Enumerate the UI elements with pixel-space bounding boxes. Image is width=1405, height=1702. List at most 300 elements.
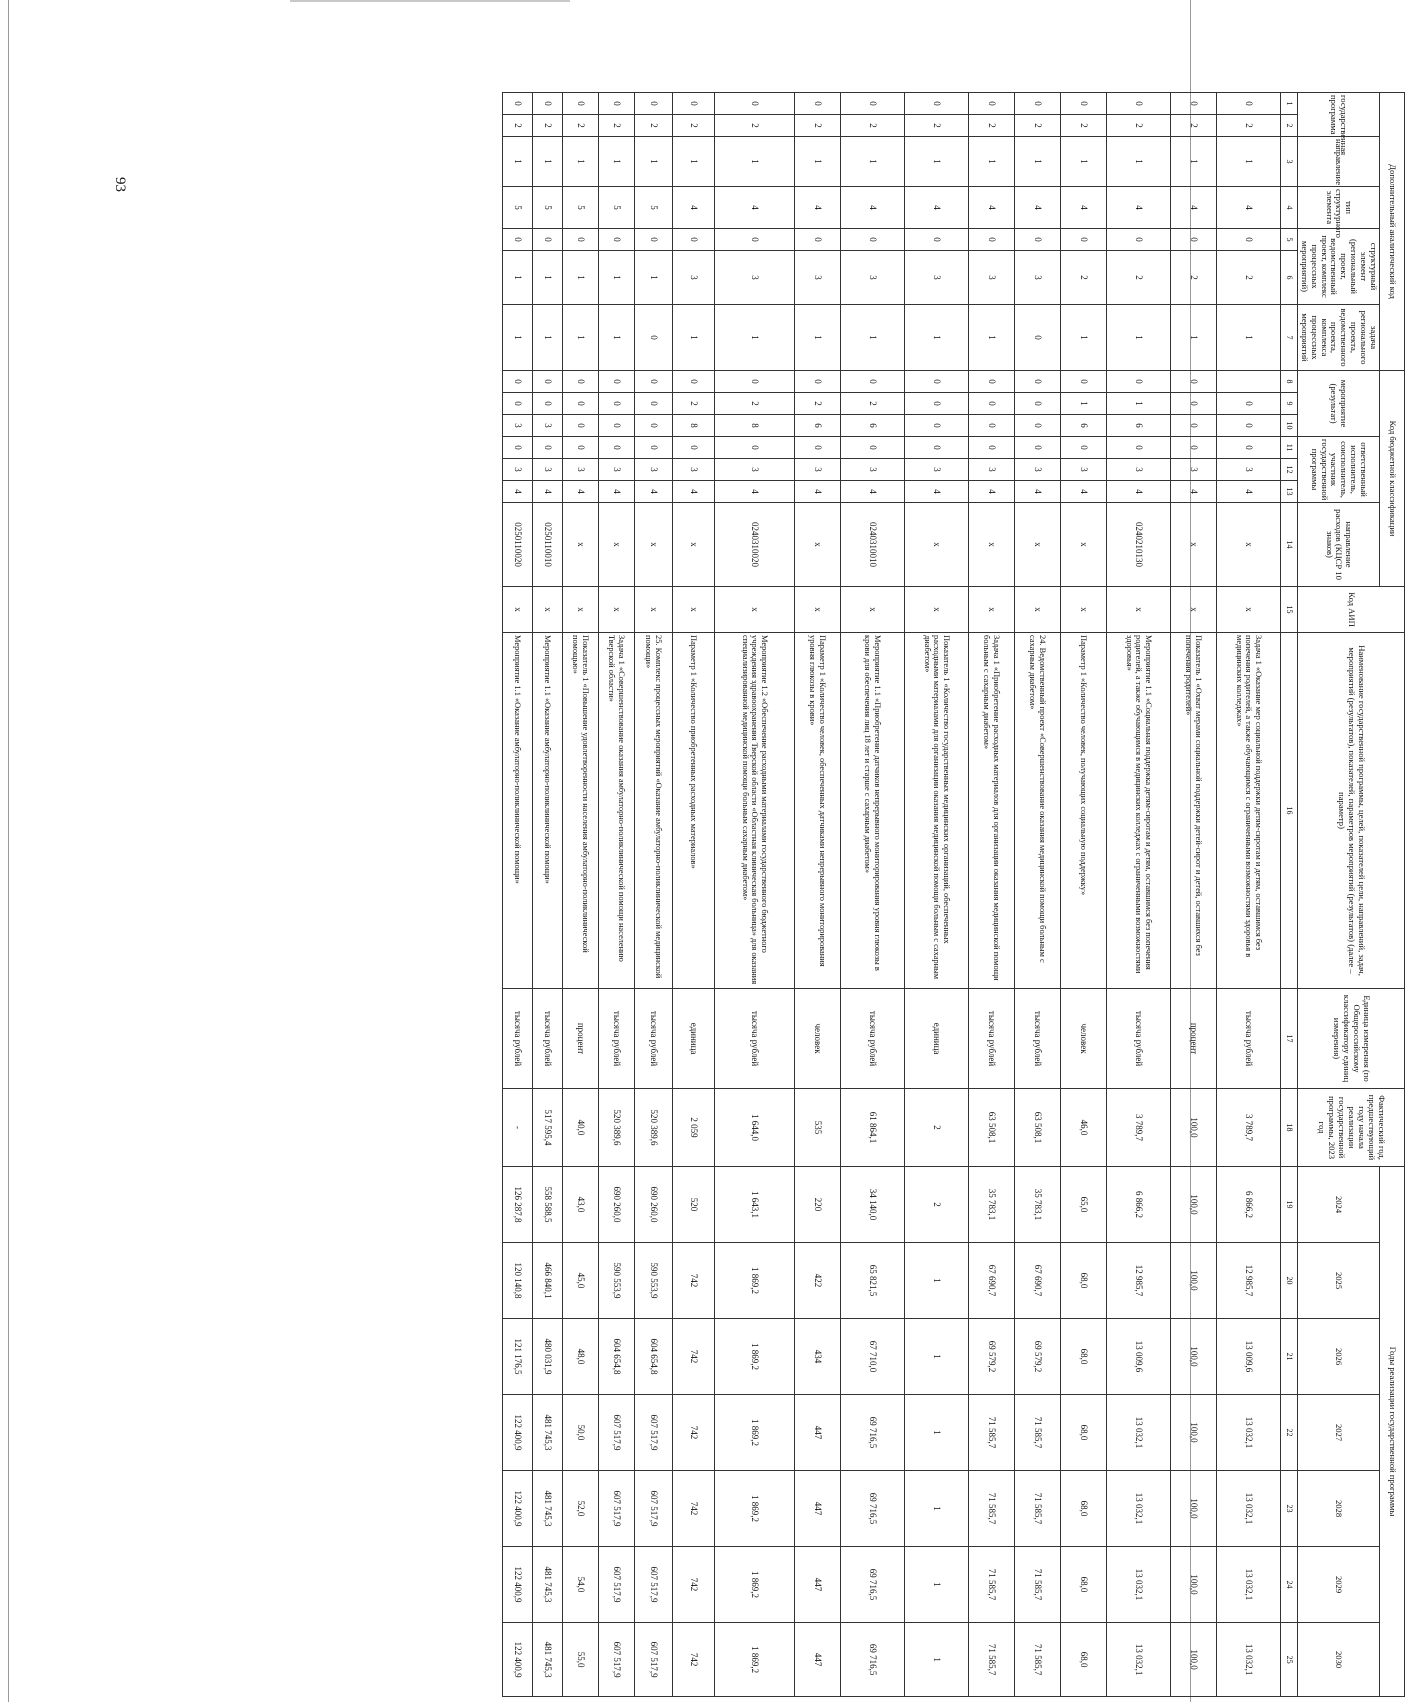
- row-fact-2023: 100,0: [1171, 1089, 1217, 1167]
- code-cell-c10: 0: [1171, 415, 1217, 437]
- code-cell-c1: 0: [599, 93, 635, 115]
- col-num: 11: [1281, 437, 1298, 459]
- row-year-value: 69 716,5: [841, 1471, 905, 1547]
- header-year-2028: 2028: [1298, 1471, 1380, 1547]
- code-cell-c2: 2: [533, 115, 563, 137]
- header-task: задача регионального проекта, ведомственного проекта, комплекса процессных мероприятий: [1298, 305, 1380, 371]
- code-cell-c14: x: [1015, 503, 1061, 587]
- header-year-2027: 2027: [1298, 1395, 1380, 1471]
- code-cell-c9: 2: [673, 393, 715, 415]
- row-year-value: 13 032,1: [1107, 1471, 1171, 1547]
- row-year-value: 100,0: [1171, 1395, 1217, 1471]
- code-cell-c3: 1: [1107, 137, 1171, 187]
- row-name: Задача 1 «Приобретение расходных материалов для организации оказания медицинской помощи больным с сахарным диабетом»: [969, 633, 1015, 989]
- row-unit: единица: [673, 989, 715, 1089]
- table-row: [1217, 93, 1281, 1697]
- code-cell-c15: x: [503, 587, 533, 633]
- row-year-value: 607 517,9: [635, 1395, 673, 1471]
- code-cell-c7: 1: [599, 305, 635, 371]
- code-cell-c8: 0: [673, 371, 715, 393]
- row-unit: тысяча рублей: [1107, 989, 1171, 1089]
- code-cell-c11: 0: [795, 437, 841, 459]
- code-cell-c8: 0: [1061, 371, 1107, 393]
- code-cell-c11: 0: [533, 437, 563, 459]
- code-cell-c10: 0: [1015, 415, 1061, 437]
- code-cell-c5: 0: [635, 229, 673, 251]
- row-year-value: 55,0: [563, 1623, 599, 1697]
- code-cell-c10: 8: [673, 415, 715, 437]
- table-row: [1061, 93, 1107, 1697]
- header-direction: направление: [1298, 137, 1380, 187]
- code-cell-c7: 1: [905, 305, 969, 371]
- row-year-value: 520: [673, 1167, 715, 1243]
- col-num: 16: [1281, 633, 1298, 989]
- row-year-value: 447: [795, 1547, 841, 1623]
- code-cell-c4: 4: [969, 187, 1015, 229]
- code-cell-c6: 3: [969, 251, 1015, 305]
- code-cell-c12: 3: [635, 459, 673, 481]
- row-fact-2023: 535: [795, 1089, 841, 1167]
- row-year-value: 69 716,5: [841, 1623, 905, 1697]
- row-year-value: 607 517,9: [599, 1471, 635, 1547]
- row-name: 24. Ведомственный проект «Совершенствование оказания медицинской помощи больным с сахарным диабетом»: [1015, 633, 1061, 989]
- code-cell-c13: 4: [1217, 481, 1281, 503]
- code-cell-c4: 5: [533, 187, 563, 229]
- code-cell-c3: 1: [1015, 137, 1061, 187]
- code-cell-c10: 6: [795, 415, 841, 437]
- row-year-value: 1 869,2: [715, 1395, 795, 1471]
- row-year-value: 590 553,9: [599, 1243, 635, 1319]
- code-cell-c9: 0: [1171, 393, 1217, 415]
- row-year-value: 1 869,2: [715, 1243, 795, 1319]
- code-cell-c4: 4: [715, 187, 795, 229]
- code-cell-c11: 0: [599, 437, 635, 459]
- code-cell-c5: 0: [905, 229, 969, 251]
- code-cell-c11: 0: [635, 437, 673, 459]
- code-cell-c4: 4: [841, 187, 905, 229]
- row-year-value: 690 260,0: [599, 1167, 635, 1243]
- code-cell-c7: 1: [1107, 305, 1171, 371]
- code-cell-c6: 2: [1217, 251, 1281, 305]
- row-year-value: 68,0: [1061, 1547, 1107, 1623]
- code-cell-c8: 0: [1171, 371, 1217, 393]
- code-cell-c8: 0: [715, 371, 795, 393]
- code-cell-c14: x: [599, 503, 635, 587]
- row-unit: тысяча рублей: [969, 989, 1015, 1089]
- row-year-value: 13 032,1: [1217, 1395, 1281, 1471]
- row-year-value: 13 009,6: [1217, 1319, 1281, 1395]
- table-row: [563, 93, 599, 1697]
- table-row: [635, 93, 673, 1697]
- row-year-value: 742: [673, 1623, 715, 1697]
- code-cell-c4: 5: [503, 187, 533, 229]
- code-cell-c4: 5: [599, 187, 635, 229]
- row-fact-2023: 520 389,6: [635, 1089, 673, 1167]
- row-fact-2023: 63 508,1: [1015, 1089, 1061, 1167]
- code-cell-c12: 3: [1061, 459, 1107, 481]
- code-cell-c9: 2: [795, 393, 841, 415]
- table-row: [715, 93, 795, 1697]
- row-unit: процент: [563, 989, 599, 1089]
- code-cell-c15: x: [1217, 587, 1281, 633]
- code-cell-c10: 0: [635, 415, 673, 437]
- row-year-value: 13 032,1: [1107, 1395, 1171, 1471]
- code-cell-c2: 2: [503, 115, 533, 137]
- code-cell-c12: 3: [841, 459, 905, 481]
- row-year-value: 68,0: [1061, 1623, 1107, 1697]
- code-cell-c10: 6: [1061, 415, 1107, 437]
- row-year-value: 590 553,9: [635, 1243, 673, 1319]
- row-year-value: 481 745,3: [533, 1395, 563, 1471]
- code-cell-c5: 0: [503, 229, 533, 251]
- code-cell-c4: 4: [1015, 187, 1061, 229]
- col-num: 3: [1281, 137, 1298, 187]
- code-cell-c14: x: [563, 503, 599, 587]
- code-cell-c3: 1: [673, 137, 715, 187]
- row-year-value: 607 517,9: [599, 1547, 635, 1623]
- col-num: 7: [1281, 305, 1298, 371]
- program-table: [502, 92, 1405, 1697]
- code-cell-c8: 0: [1107, 371, 1171, 393]
- code-cell-c9: 0: [969, 393, 1015, 415]
- row-unit: тысяча рублей: [1015, 989, 1061, 1089]
- table-row: [599, 93, 635, 1697]
- code-cell-c14: x: [1061, 503, 1107, 587]
- code-cell-c15: x: [795, 587, 841, 633]
- code-cell-c9: 0: [563, 393, 599, 415]
- code-cell-c7: 1: [563, 305, 599, 371]
- row-year-value: 48,0: [563, 1319, 599, 1395]
- code-cell-c2: 2: [635, 115, 673, 137]
- row-year-value: 12 985,7: [1217, 1243, 1281, 1319]
- row-year-value: 607 517,9: [635, 1471, 673, 1547]
- row-year-value: 480 031,9: [533, 1319, 563, 1395]
- code-cell-c2: 2: [1107, 115, 1171, 137]
- code-cell-c1: 0: [563, 93, 599, 115]
- row-unit: тысяча рублей: [841, 989, 905, 1089]
- code-cell-c15: x: [635, 587, 673, 633]
- code-cell-c1: 0: [533, 93, 563, 115]
- code-cell-c8: 0: [635, 371, 673, 393]
- code-cell-c11: 0: [1015, 437, 1061, 459]
- code-cell-c12: 3: [1171, 459, 1217, 481]
- code-cell-c1: 0: [969, 93, 1015, 115]
- code-cell-c8: 0: [795, 371, 841, 393]
- code-cell-c9: 1: [1107, 393, 1171, 415]
- col-num: 1: [1281, 93, 1298, 115]
- code-cell-c11: 0: [1107, 437, 1171, 459]
- code-cell-c8: 0: [599, 371, 635, 393]
- code-cell-c3: 1: [1217, 137, 1281, 187]
- code-cell-c5: 0: [1171, 229, 1217, 251]
- row-year-value: 100,0: [1171, 1547, 1217, 1623]
- col-num: 10: [1281, 415, 1298, 437]
- code-cell-c6: 1: [533, 251, 563, 305]
- row-year-value: 742: [673, 1471, 715, 1547]
- code-cell-c5: 0: [969, 229, 1015, 251]
- header-year-2030: 2030: [1298, 1623, 1380, 1697]
- code-cell-c11: 0: [1061, 437, 1107, 459]
- code-cell-c9: 1: [1061, 393, 1107, 415]
- row-year-value: 122 400,9: [503, 1471, 533, 1547]
- code-cell-c14: x: [795, 503, 841, 587]
- row-name: Показатель 1 «Охват мерами социальной поддержки детей-сирот и детей, оставшихся без попечения родителей»: [1171, 633, 1217, 989]
- code-cell-c6: 3: [795, 251, 841, 305]
- row-year-value: 607 517,9: [599, 1623, 635, 1697]
- code-cell-c3: 1: [599, 137, 635, 187]
- code-cell-c14: x: [673, 503, 715, 587]
- code-cell-c1: 0: [1171, 93, 1217, 115]
- code-cell-c13: 4: [905, 481, 969, 503]
- code-cell-c14: 0240210130: [1107, 503, 1171, 587]
- code-cell-c2: 2: [1171, 115, 1217, 137]
- code-cell-c3: 1: [905, 137, 969, 187]
- code-cell-c6: 1: [635, 251, 673, 305]
- code-cell-c11: 0: [673, 437, 715, 459]
- row-year-value: 71 585,7: [969, 1395, 1015, 1471]
- code-cell-c5: 0: [1061, 229, 1107, 251]
- row-year-value: 1: [905, 1243, 969, 1319]
- row-unit: человек: [1061, 989, 1107, 1089]
- code-cell-c5: 0: [841, 229, 905, 251]
- code-cell-c12: 3: [1107, 459, 1171, 481]
- code-cell-c2: 2: [563, 115, 599, 137]
- code-cell-c13: 4: [1015, 481, 1061, 503]
- row-year-value: 71 585,7: [969, 1471, 1015, 1547]
- code-cell-c8: 0: [905, 371, 969, 393]
- code-cell-c7: 0: [635, 305, 673, 371]
- code-cell-c10: 8: [715, 415, 795, 437]
- row-year-value: 1: [905, 1623, 969, 1697]
- code-cell-c2: 2: [795, 115, 841, 137]
- code-cell-c7: 1: [969, 305, 1015, 371]
- code-cell-c13: 4: [533, 481, 563, 503]
- code-cell-c7: 1: [715, 305, 795, 371]
- code-cell-c7: 1: [1217, 305, 1281, 371]
- row-year-value: 481 745,3: [533, 1547, 563, 1623]
- row-year-value: 68,0: [1061, 1471, 1107, 1547]
- row-year-value: 69 579,2: [1015, 1319, 1061, 1395]
- code-cell-c15: x: [533, 587, 563, 633]
- row-year-value: 100,0: [1171, 1243, 1217, 1319]
- row-year-value: 67 690,7: [969, 1243, 1015, 1319]
- code-cell-c13: 4: [841, 481, 905, 503]
- code-cell-c8: [1217, 371, 1281, 393]
- code-cell-c11: 0: [905, 437, 969, 459]
- row-year-value: 67 710,0: [841, 1319, 905, 1395]
- code-cell-c4: 5: [563, 187, 599, 229]
- row-year-value: 13 032,1: [1217, 1623, 1281, 1697]
- scan-top-edge: [290, 0, 570, 2]
- code-cell-c15: x: [715, 587, 795, 633]
- row-unit: тысяча рублей: [1217, 989, 1281, 1089]
- code-cell-c14: x: [1171, 503, 1217, 587]
- scan-left-edge: [8, 0, 9, 1702]
- row-year-value: 13 009,6: [1107, 1319, 1171, 1395]
- row-name: Задача 1 «Совершенствование оказания амбулаторно-поликлинической помощи населению Тверской области»: [599, 633, 635, 989]
- code-cell-c10: 0: [1217, 415, 1281, 437]
- row-fact-2023: 520 389,6: [599, 1089, 635, 1167]
- row-year-value: 466 840,1: [533, 1243, 563, 1319]
- row-year-value: 121 176,5: [503, 1319, 533, 1395]
- code-cell-c7: 1: [1061, 305, 1107, 371]
- code-cell-c9: 0: [635, 393, 673, 415]
- code-cell-c15: x: [563, 587, 599, 633]
- code-cell-c10: 0: [905, 415, 969, 437]
- row-name: Параметр 1 «Количество человек, получающих социальную поддержку»: [1061, 633, 1107, 989]
- col-num: 19: [1281, 1167, 1298, 1243]
- row-unit: тысяча рублей: [503, 989, 533, 1089]
- code-cell-c2: 2: [599, 115, 635, 137]
- code-cell-c13: 4: [673, 481, 715, 503]
- row-year-value: 6 866,2: [1217, 1167, 1281, 1243]
- code-cell-c5: 0: [599, 229, 635, 251]
- code-cell-c13: 4: [503, 481, 533, 503]
- code-cell-c12: 3: [715, 459, 795, 481]
- code-cell-c12: 3: [1015, 459, 1061, 481]
- header-struct-type: тип структурного элемента: [1298, 187, 1380, 229]
- code-cell-c6: 3: [841, 251, 905, 305]
- table-row: [503, 93, 533, 1697]
- column-numbers-row: [1281, 93, 1298, 1697]
- row-year-value: 126 287,8: [503, 1167, 533, 1243]
- row-name: Показатель 1 «Повышение удовлетворенности населения амбулаторно-поликлинической помощью»: [563, 633, 599, 989]
- row-year-value: 45,0: [563, 1243, 599, 1319]
- row-year-value: 607 517,9: [635, 1623, 673, 1697]
- code-cell-c8: 0: [969, 371, 1015, 393]
- row-year-value: 742: [673, 1319, 715, 1395]
- row-year-value: 558 588,5: [533, 1167, 563, 1243]
- row-year-value: 220: [795, 1167, 841, 1243]
- code-cell-c10: 6: [1107, 415, 1171, 437]
- code-cell-c10: 0: [599, 415, 635, 437]
- code-cell-c9: 0: [1217, 393, 1281, 415]
- col-num: 25: [1281, 1623, 1298, 1697]
- row-unit: процент: [1171, 989, 1217, 1089]
- col-num: 8: [1281, 371, 1298, 393]
- col-num: 4: [1281, 187, 1298, 229]
- row-year-value: 607 517,9: [635, 1547, 673, 1623]
- code-cell-c15: x: [1015, 587, 1061, 633]
- code-cell-c4: 4: [673, 187, 715, 229]
- code-cell-c12: 3: [795, 459, 841, 481]
- code-cell-c7: 1: [795, 305, 841, 371]
- code-cell-c3: 1: [969, 137, 1015, 187]
- code-cell-c14: x: [969, 503, 1015, 587]
- code-cell-c7: 0: [1015, 305, 1061, 371]
- header-year-2026: 2026: [1298, 1319, 1380, 1395]
- row-name: Мероприятие 1.1 «Приобретение датчиков непрерывного мониторирования уровня глюкозы в крови для обеспечения лиц 18 лет и старше с сахарным диабетом»: [841, 633, 905, 989]
- row-year-value: 43,0: [563, 1167, 599, 1243]
- table-body: [503, 93, 1281, 1697]
- code-cell-c12: 3: [533, 459, 563, 481]
- row-year-value: 71 585,7: [1015, 1471, 1061, 1547]
- row-year-value: 52,0: [563, 1471, 599, 1547]
- col-num: 14: [1281, 503, 1298, 587]
- code-cell-c3: 1: [1061, 137, 1107, 187]
- col-num: 20: [1281, 1243, 1298, 1319]
- code-cell-c7: 1: [533, 305, 563, 371]
- col-num: 18: [1281, 1089, 1298, 1167]
- row-unit: тысяча рублей: [635, 989, 673, 1089]
- code-cell-c2: 2: [841, 115, 905, 137]
- code-cell-c6: 1: [563, 251, 599, 305]
- code-cell-c5: 0: [1217, 229, 1281, 251]
- row-year-value: 1 869,2: [715, 1623, 795, 1697]
- row-fact-2023: 2: [905, 1089, 969, 1167]
- row-unit: единица: [905, 989, 969, 1089]
- row-year-value: 100,0: [1171, 1623, 1217, 1697]
- row-year-value: 607 517,9: [599, 1395, 635, 1471]
- code-cell-c5: 0: [533, 229, 563, 251]
- code-cell-c7: 1: [841, 305, 905, 371]
- row-year-value: 481 745,3: [533, 1471, 563, 1547]
- row-year-value: 1: [905, 1547, 969, 1623]
- code-cell-c7: 1: [673, 305, 715, 371]
- code-cell-c13: 4: [969, 481, 1015, 503]
- row-year-value: 68,0: [1061, 1243, 1107, 1319]
- col-num: 9: [1281, 393, 1298, 415]
- row-fact-2023: 46,0: [1061, 1089, 1107, 1167]
- code-cell-c6: 1: [503, 251, 533, 305]
- row-name: Мероприятие 1.1 «Оказание амбулаторно-поликлинической помощи»: [533, 633, 563, 989]
- code-cell-c11: 0: [503, 437, 533, 459]
- header-fact-year: Фактический год, предшествующий году начала реализации государственной программы, 2023 год: [1298, 1089, 1405, 1167]
- code-cell-c1: 0: [1107, 93, 1171, 115]
- code-cell-c7: 1: [1171, 305, 1217, 371]
- row-year-value: 422: [795, 1243, 841, 1319]
- row-year-value: 68,0: [1061, 1319, 1107, 1395]
- code-cell-c6: 1: [599, 251, 635, 305]
- code-cell-c2: 2: [715, 115, 795, 137]
- code-cell-c12: 3: [503, 459, 533, 481]
- code-cell-c1: 0: [715, 93, 795, 115]
- row-year-value: 742: [673, 1395, 715, 1471]
- code-cell-c14: 0250110010: [533, 503, 563, 587]
- row-year-value: 71 585,7: [1015, 1547, 1061, 1623]
- header-result: мероприятие (результат): [1298, 371, 1380, 437]
- code-cell-c1: 0: [635, 93, 673, 115]
- code-cell-c15: x: [673, 587, 715, 633]
- header-struct-element: структурный элемент (региональный проект, ведомственный проект, комплекс процессных мероприятий): [1298, 229, 1380, 305]
- col-num: 5: [1281, 229, 1298, 251]
- header-year-2025: 2025: [1298, 1243, 1380, 1319]
- code-cell-c13: 4: [795, 481, 841, 503]
- code-cell-c8: 0: [563, 371, 599, 393]
- row-year-value: 100,0: [1171, 1471, 1217, 1547]
- row-year-value: 2: [905, 1167, 969, 1243]
- code-cell-c6: 2: [1061, 251, 1107, 305]
- row-year-value: 1: [905, 1471, 969, 1547]
- code-cell-c6: 3: [715, 251, 795, 305]
- col-num: 6: [1281, 251, 1298, 305]
- row-year-value: 35 783,1: [969, 1167, 1015, 1243]
- col-num: 23: [1281, 1471, 1298, 1547]
- code-cell-c11: 0: [1217, 437, 1281, 459]
- code-cell-c13: 4: [1061, 481, 1107, 503]
- table-row: [533, 93, 563, 1697]
- code-cell-c1: 0: [673, 93, 715, 115]
- row-year-value: 12 985,7: [1107, 1243, 1171, 1319]
- code-cell-c15: x: [969, 587, 1015, 633]
- row-year-value: 69 716,5: [841, 1547, 905, 1623]
- row-year-value: 1 643,1: [715, 1167, 795, 1243]
- col-num: 13: [1281, 481, 1298, 503]
- code-cell-c12: 3: [969, 459, 1015, 481]
- code-cell-c8: 0: [533, 371, 563, 393]
- code-cell-c13: 4: [563, 481, 599, 503]
- table-row: [1107, 93, 1171, 1697]
